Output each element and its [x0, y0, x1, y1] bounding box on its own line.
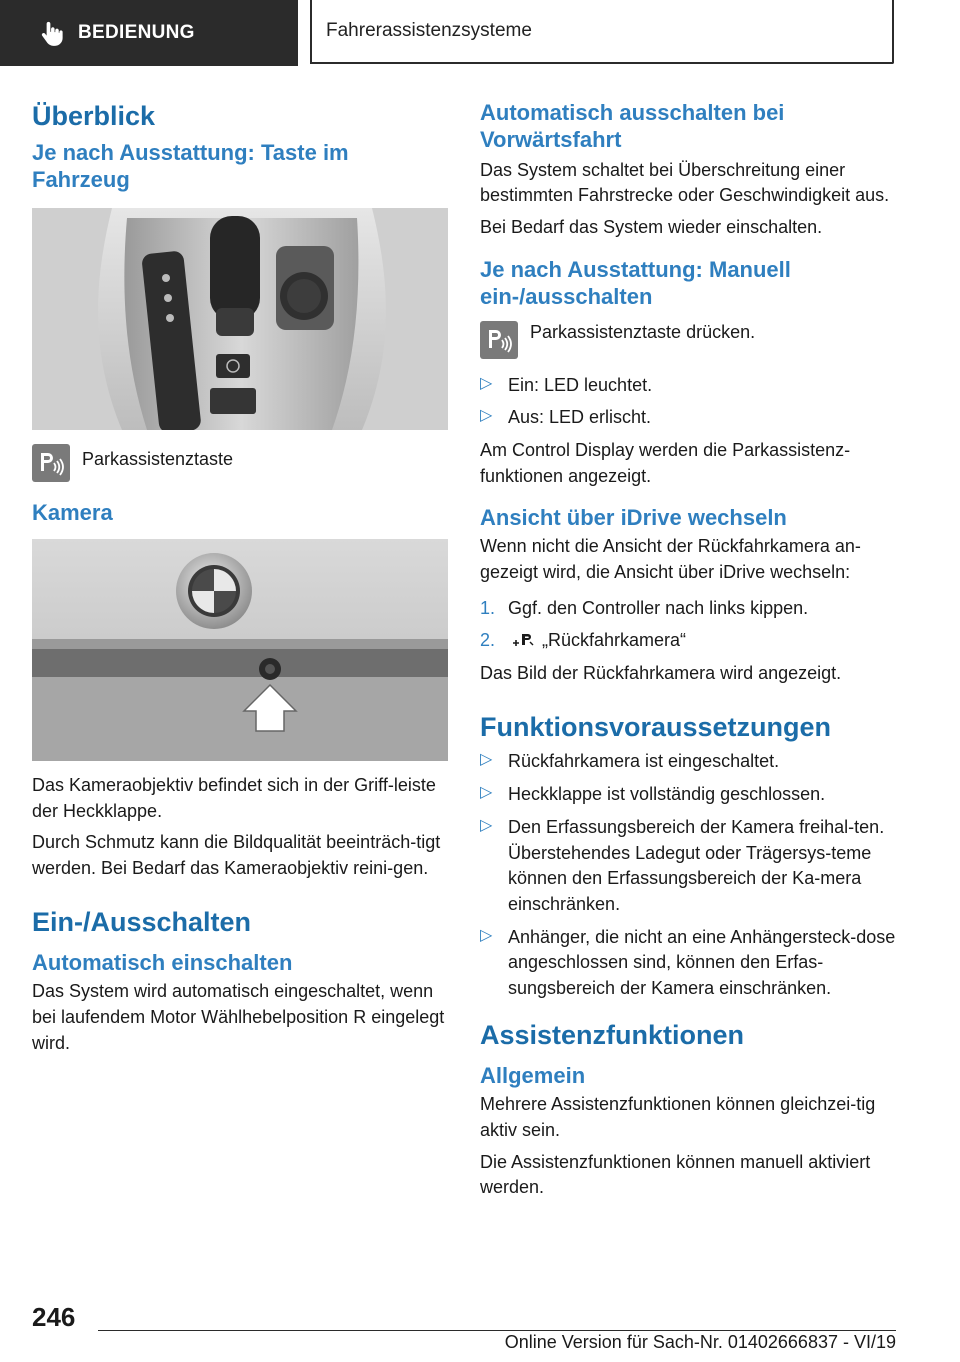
triangle-bullet-icon: ▷ — [480, 407, 493, 425]
list-item: ▷ Rückfahrkamera ist eingeschaltet. — [480, 751, 780, 772]
section-tab[interactable] — [0, 0, 298, 66]
list-item: ▷ Den Erfassungsbereich der Kamera freihal-ten. Überstehendes Ladegut oder Trägersys-teme können den Erfassungsbereich der Ka-mera einschränken. — [480, 816, 885, 915]
list-item: ▷ Anhänger, die nicht an eine Anhängersteck-dose angeschlossen sind, können den Erfas-sungsbereich der Kamera einschränken. — [480, 926, 896, 999]
triangle-bullet-icon: ▷ — [480, 926, 493, 944]
page-header — [0, 0, 960, 66]
heading-auto-on: Automatisch einschalten — [32, 950, 293, 976]
page-number: 246 — [32, 1302, 76, 1332]
auto-on-paragraph: Das System wird automatisch eingeschaltet, wenn bei laufendem Motor Wählhebelposition R eingelegt wird. — [32, 981, 445, 1053]
auto-off-paragraph-2: Bei Bedarf das System wieder einschalten. — [480, 217, 823, 238]
heading-assist-functions: Assistenzfunktionen — [480, 1019, 745, 1050]
right-column — [480, 100, 896, 1207]
triangle-bullet-icon: ▷ — [480, 374, 493, 392]
section-label: BEDIENUNG — [78, 22, 195, 43]
chapter-label: Fahrerassistenzsysteme — [326, 20, 532, 41]
park-button-legend — [32, 444, 448, 482]
heading-camera: Kamera — [32, 500, 113, 526]
auto-off-paragraph-1: Das System schaltet bei Überschreitung einer bestimmten Fahrstrecke oder Geschwindigkeit aus. — [480, 159, 890, 206]
list-item: ▷ Aus: LED erlischt. — [480, 407, 652, 428]
list-item: ▷ Heckklappe ist vollständig geschlossen. — [480, 784, 826, 805]
left-column — [32, 100, 448, 1062]
rear-camera-photo — [32, 539, 448, 761]
list-item: 2. „Rückfahrkamera“ — [480, 630, 687, 651]
heading-requirements: Funktionsvoraussetzungen — [480, 711, 832, 742]
triangle-bullet-icon: ▷ — [480, 751, 493, 769]
requirements-list — [480, 749, 896, 1002]
general-paragraph-2: Die Assistenzfunktionen können manuell aktiviert werden. — [480, 1151, 871, 1198]
heading-view: Ansicht über iDrive wechseln — [480, 505, 787, 531]
manual-button-instruction — [480, 321, 896, 359]
camera-paragraph-2: Durch Schmutz kann die Bildqualität beeinträch-tigt werden. Bei Bedarf das Kameraobjektiv reini-gen. — [32, 832, 441, 879]
view-paragraph-2: Das Bild der Rückfahrkamera wird angezeigt. — [480, 663, 842, 684]
manual-icon-text: Parkassistenztaste drücken. — [530, 321, 756, 342]
general-paragraph-1: Mehrere Assistenzfunktionen können gleichzei-tig aktiv sein. — [480, 1094, 876, 1140]
heading-general: Allgemein — [480, 1063, 586, 1089]
rear-camera-icon — [512, 632, 534, 648]
heading-button-in-vehicle: Je nach Ausstattung: Taste im Fahrzeug — [32, 140, 349, 193]
list-item: ▷ Ein: LED leuchtet. — [480, 374, 653, 395]
online-version-note: Online Version für Sach-Nr. 01402666837 - VI/19 — [504, 1332, 896, 1352]
chapter-tab[interactable] — [310, 0, 894, 64]
camera-paragraph-1: Das Kameraobjektiv befindet sich in der Griff-leiste der Heckklappe. — [32, 774, 436, 821]
hand-pointer-icon — [38, 19, 66, 47]
park-assist-icon — [480, 321, 518, 359]
heading-on-off: Ein-/Ausschalten — [32, 906, 252, 937]
heading-manual: Je nach Ausstattung: Manuell ein-/ausschalten — [480, 256, 791, 309]
manual-list — [480, 373, 896, 431]
center-console-photo — [32, 208, 448, 430]
page-footer — [0, 1300, 960, 1362]
heading-auto-off: Automatisch ausschalten bei Vorwärtsfahrt — [480, 100, 785, 152]
park-button-label: Parkassistenztaste — [82, 449, 234, 470]
manual-paragraph: Am Control Display werden die Parkassistenz-funktionen angezeigt. — [480, 439, 851, 486]
view-steps — [480, 596, 896, 654]
triangle-bullet-icon: ▷ — [480, 816, 493, 834]
heading-overview: Überblick — [32, 101, 156, 131]
footer-divider — [98, 1330, 896, 1331]
list-item: 1. Ggf. den Controller nach links kippen. — [480, 597, 809, 618]
park-assist-icon — [32, 444, 70, 482]
triangle-bullet-icon: ▷ — [480, 784, 493, 802]
view-paragraph: Wenn nicht die Ansicht der Rückfahrkamera an-gezeigt wird, die Ansicht über iDrive wechseln: — [480, 536, 861, 583]
